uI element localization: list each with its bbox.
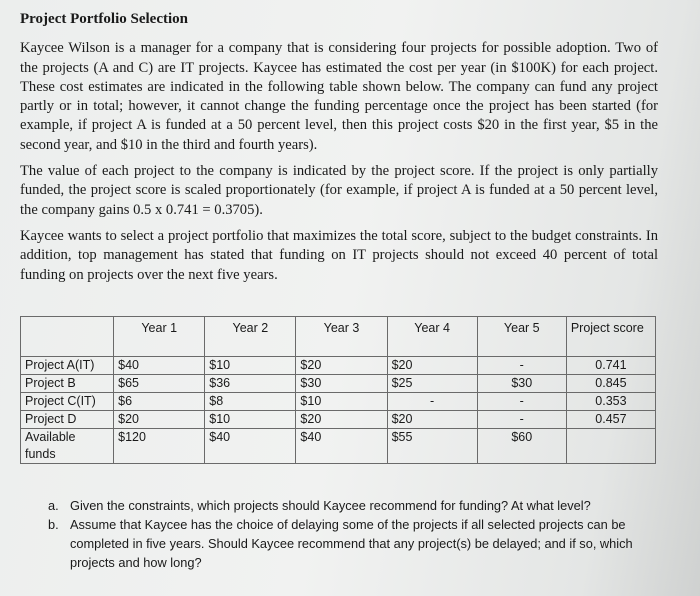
cell: $25 xyxy=(387,375,477,393)
cell: - xyxy=(477,411,566,429)
cell: $40 xyxy=(114,357,205,375)
row-label: Available funds xyxy=(21,429,114,464)
row-label: Project A(IT) xyxy=(21,357,114,375)
question-text: Assume that Kaycee has the choice of delaying some of the projects if all selected projects can be completed in five years. Should Kaycee recommend that any project(s) be delayed; and if so, which projects and how long? xyxy=(70,517,633,570)
score-cell: 0.353 xyxy=(566,393,655,411)
cell: $10 xyxy=(205,357,296,375)
cell: $30 xyxy=(296,375,387,393)
paragraph-intro: Kaycee Wilson is a manager for a company that is considering four projects for possible adoption. Two of the projects (A and C) are IT projects. Kaycee has estimated the cost per year (in $100K) for each project. These cost estimates are indicated in the following table shown below. The company can fund any project partly or in total; however, it cannot change the funding percentage once the project has been started (for example, if project A is funded at a 50 percent level, then this project costs $20 in the first year, $5 in the second year, and $10 in the third and fourth years). xyxy=(20,40,658,153)
cost-table xyxy=(20,316,656,464)
cell: $20 xyxy=(387,411,477,429)
paragraph-constraints: Kaycee wants to select a project portfolio that maximizes the total score, subject to the budget constraints. In addition, top management has stated that funding on IT projects should not exceed 40 percent of total funding on projects over the next five years. xyxy=(20,227,658,283)
row-label: Project D xyxy=(21,411,114,429)
cell: $65 xyxy=(114,375,205,393)
cell: $10 xyxy=(205,411,296,429)
question-label: b. xyxy=(48,517,59,532)
row-label: Project B xyxy=(21,375,114,393)
paragraph-score: The value of each project to the company is indicated by the project score. If the project is only partially funded, the project score is scaled proportionately (for example, if project A is funded at a 50 percent level, the company gains 0.5 x 0.741 = 0.3705). xyxy=(20,163,658,218)
table-row xyxy=(21,393,656,411)
cell: $40 xyxy=(296,429,387,464)
cell: $10 xyxy=(296,393,387,411)
document xyxy=(20,10,658,292)
cell: $40 xyxy=(205,429,296,464)
score-cell: 0.845 xyxy=(566,375,655,393)
score-cell: 0.741 xyxy=(566,357,655,375)
score-cell xyxy=(566,429,655,464)
cell: $20 xyxy=(296,357,387,375)
cell: $20 xyxy=(387,357,477,375)
header-cell: Year 2 xyxy=(205,317,296,357)
row-label: Project C(IT) xyxy=(21,393,114,411)
header-cell: Year 4 xyxy=(387,317,477,357)
cell: - xyxy=(387,393,477,411)
cell: - xyxy=(477,357,566,375)
cell: $8 xyxy=(205,393,296,411)
cell: $55 xyxy=(387,429,477,464)
cell: $60 xyxy=(477,429,566,464)
header-cell xyxy=(21,317,114,357)
question-text: Given the constraints, which projects should Kaycee recommend for funding? At what level? xyxy=(70,498,591,513)
table-row xyxy=(21,411,656,429)
cell: $20 xyxy=(114,411,205,429)
score-cell: 0.457 xyxy=(566,411,655,429)
cell: $36 xyxy=(205,375,296,393)
cell: $120 xyxy=(114,429,205,464)
table-header-row xyxy=(21,317,656,357)
table-row xyxy=(21,375,656,393)
cell: $6 xyxy=(114,393,205,411)
cell: $20 xyxy=(296,411,387,429)
cell: $30 xyxy=(477,375,566,393)
page-title: Project Portfolio Selection xyxy=(20,11,188,27)
header-cell: Year 5 xyxy=(477,317,566,357)
cell: - xyxy=(477,393,566,411)
table-row xyxy=(21,357,656,375)
questions xyxy=(48,496,658,572)
question-a xyxy=(48,496,658,515)
header-cell: Project score xyxy=(566,317,655,357)
question-b xyxy=(48,515,658,572)
question-label: a. xyxy=(48,498,59,513)
header-cell: Year 3 xyxy=(296,317,387,357)
header-cell: Year 1 xyxy=(114,317,205,357)
table-row xyxy=(21,429,656,464)
